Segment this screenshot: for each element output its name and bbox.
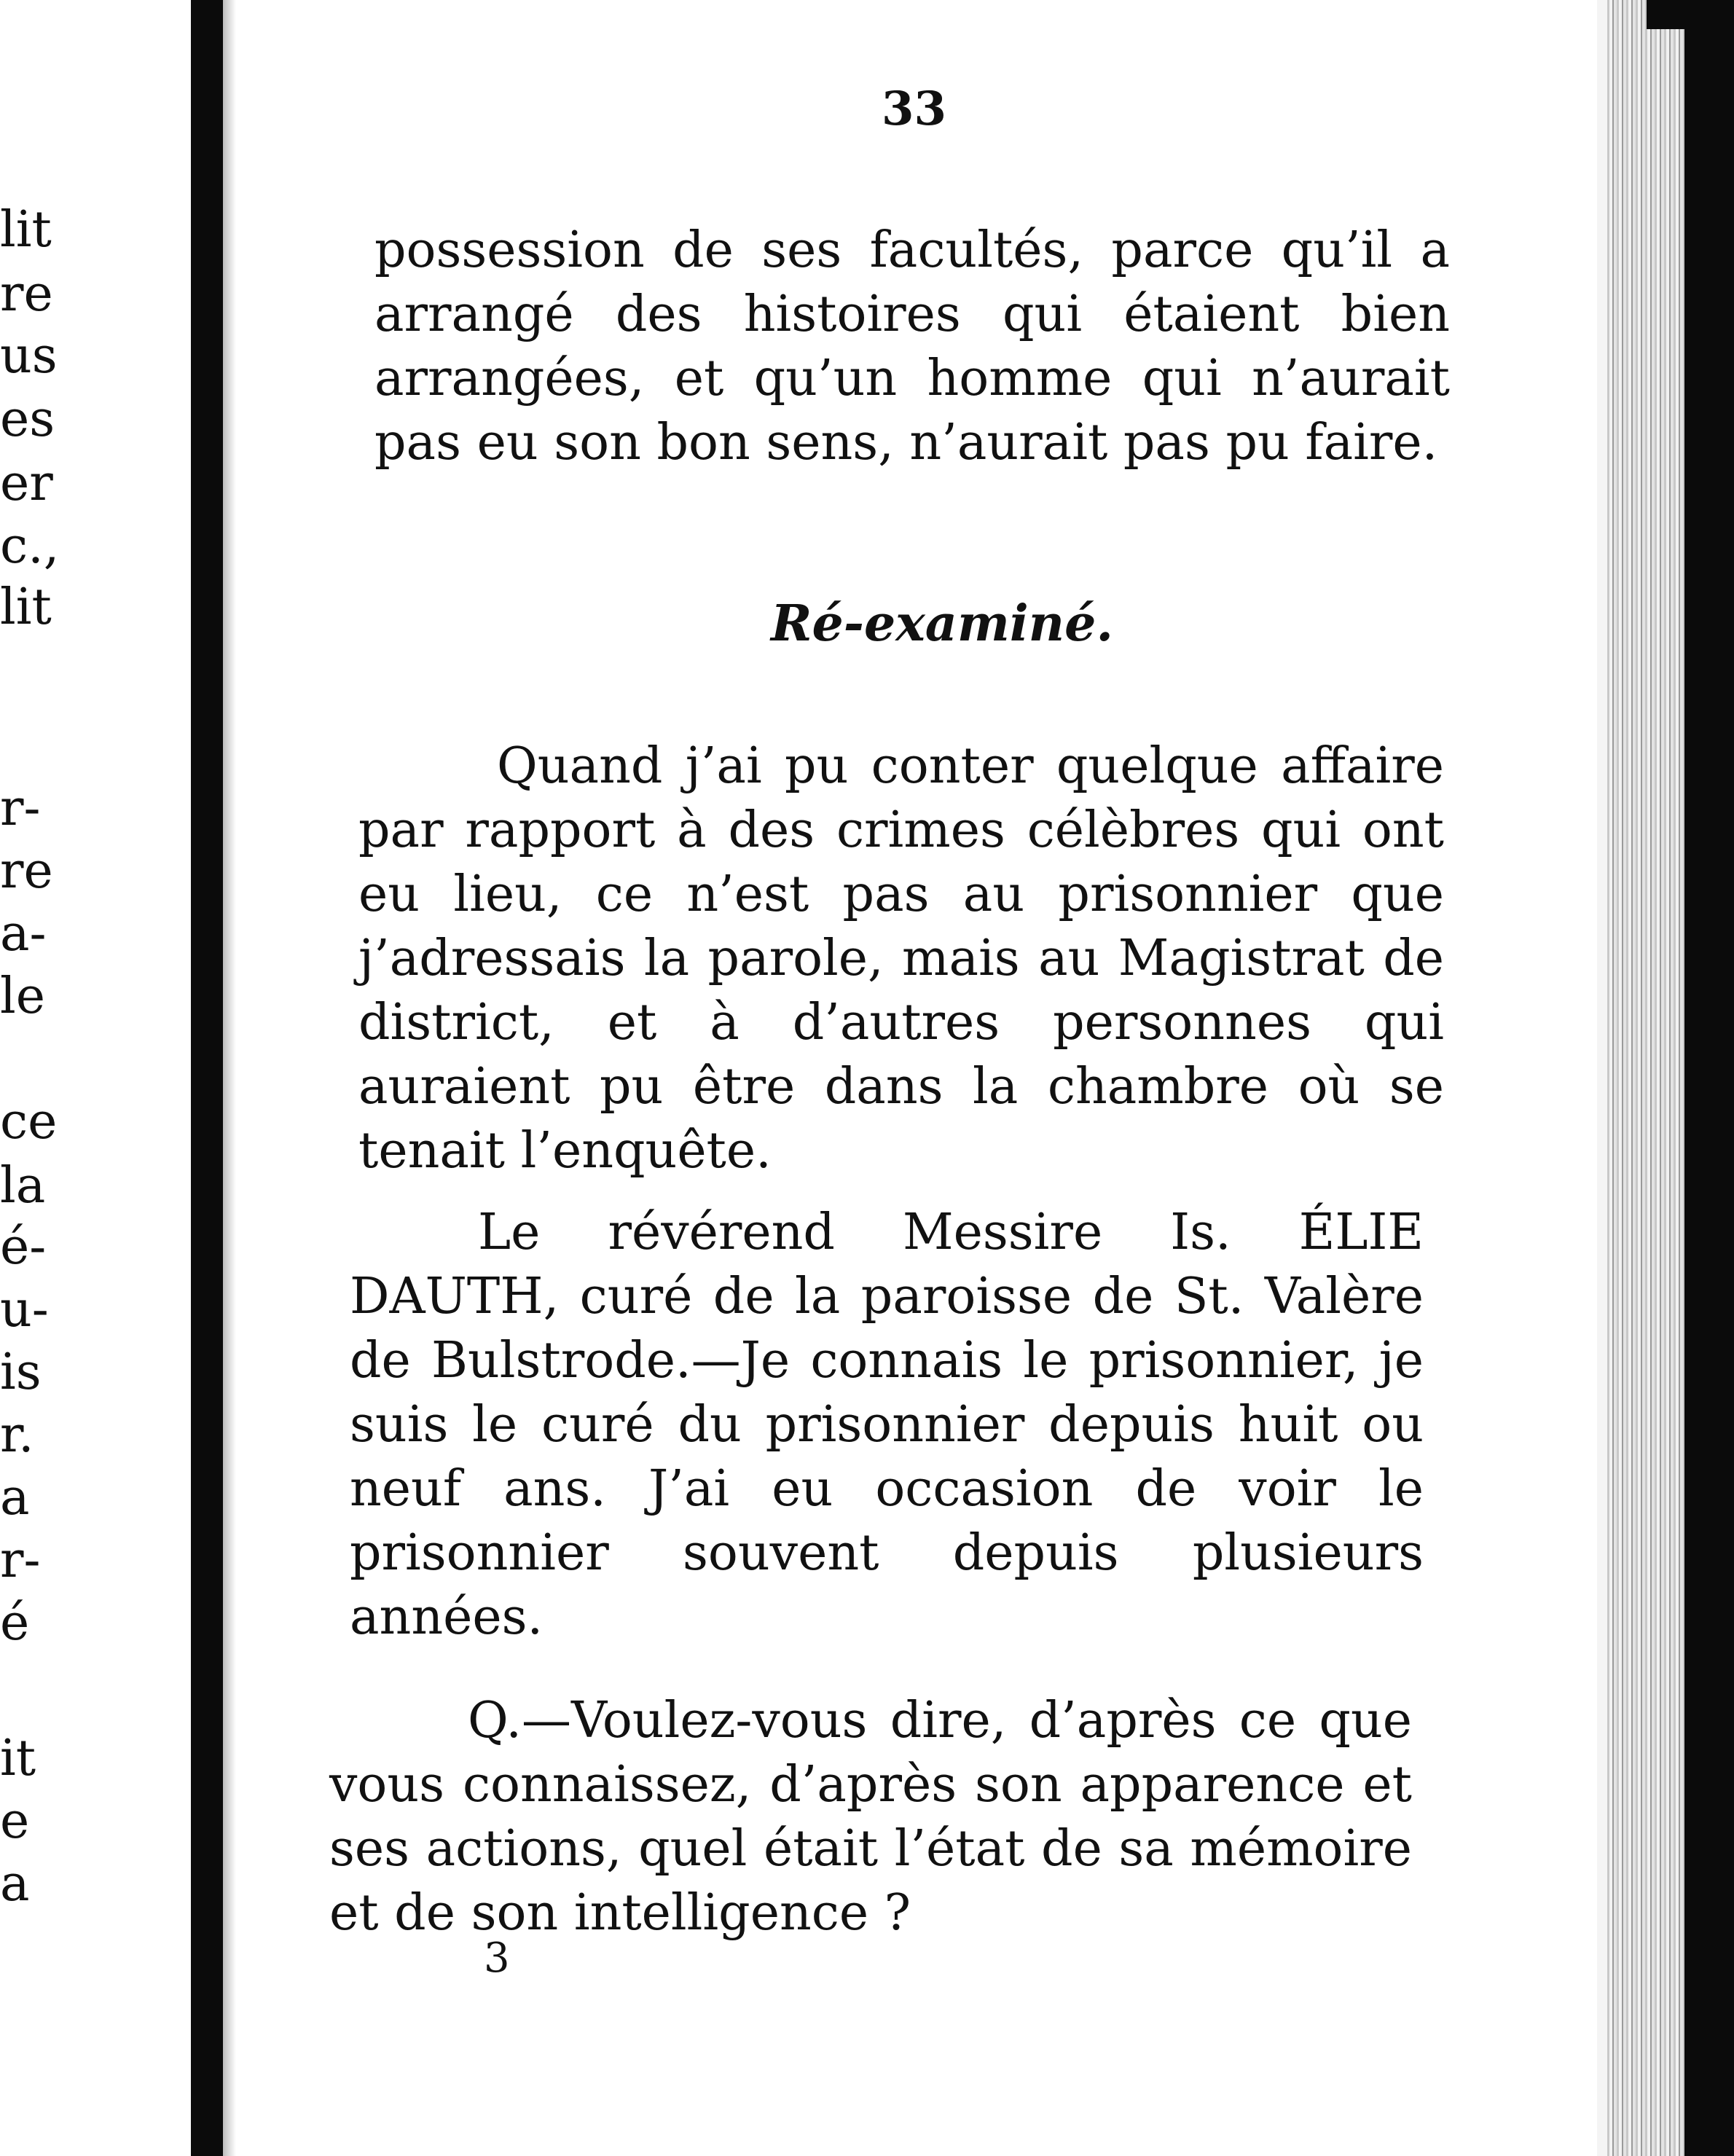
left-page-fragment: é- <box>0 1218 47 1276</box>
paragraph-text: Q.—Voulez-vous dire, d’après ce que vous connaissez, d’après son apparence et ses actions, quel était l’état de sa mémoire et de son intelligence ? <box>329 1692 1412 1942</box>
signature-mark: 3 <box>484 1934 510 1982</box>
left-page-fragment: us <box>0 327 58 385</box>
section-heading: Ré-examiné. <box>771 595 1114 653</box>
page-stack-edge <box>1607 0 1684 2156</box>
left-page-fragment: er <box>0 455 53 512</box>
left-page-fragment: it <box>0 1730 36 1787</box>
left-page-fragment: ce <box>0 1093 58 1150</box>
left-page-edge <box>0 0 191 2156</box>
book-cover-edge <box>1684 0 1734 2156</box>
left-page-fragment: a- <box>0 905 47 963</box>
left-page-fragment: a <box>0 1855 30 1913</box>
page-number: 33 <box>882 82 947 136</box>
page-edge <box>1597 0 1607 2156</box>
reexamination-paragraph <box>358 734 1444 1183</box>
left-page-fragment: r- <box>0 780 41 837</box>
left-page-fragment: le <box>0 968 45 1025</box>
left-page-fragment: u- <box>0 1281 49 1338</box>
question-paragraph <box>329 1689 1412 1945</box>
continuation-paragraph <box>374 219 1450 475</box>
left-page-fragment: is <box>0 1344 42 1401</box>
left-page-fragment: re <box>0 842 53 900</box>
left-page-fragment: re <box>0 265 53 323</box>
left-page-fragment: es <box>0 391 55 448</box>
left-page-fragment: é <box>0 1594 30 1652</box>
left-page-fragment: r. <box>0 1406 34 1464</box>
left-page-fragment: e <box>0 1792 30 1850</box>
book-corner <box>1647 0 1734 29</box>
paragraph-text: Quand j’ai pu conter quelque affaire par rapport à des crimes célèbres qui ont eu lieu, ce n’est pas au prisonnier que j’adressais la parole, mais au Magistrat de district, et à d’autres personnes qui auraient pu être dans la chambre où se tenait l’enquête. <box>358 737 1444 1180</box>
paragraph-text: possession de ses facultés, parce qu’il a arrangé des histoires qui étaient bien arrangées, et qu’un homme qui n’aurait pas eu son bon sens, n’aurait pas pu faire. <box>374 222 1450 471</box>
left-page-fragment: lit <box>0 201 52 259</box>
left-page-fragment: la <box>0 1157 46 1215</box>
spine-shadow <box>223 0 236 2156</box>
left-page-fragment: c., <box>0 517 60 575</box>
left-page-fragment: r- <box>0 1532 41 1589</box>
paragraph-text: Le révérend Messire Is. ÉLIE DAUTH, curé de la paroisse de St. Valère de Bulstrode.—Je connais le prisonnier, je suis le curé du prisonnier depuis huit ou neuf ans. J’ai eu occasion de voir le prisonnier souvent depuis plusieurs années. <box>350 1204 1424 1646</box>
witness-paragraph <box>350 1201 1424 1650</box>
book-spine <box>191 0 223 2156</box>
left-page-fragment: lit <box>0 579 52 636</box>
left-page-fragment: a <box>0 1469 30 1526</box>
